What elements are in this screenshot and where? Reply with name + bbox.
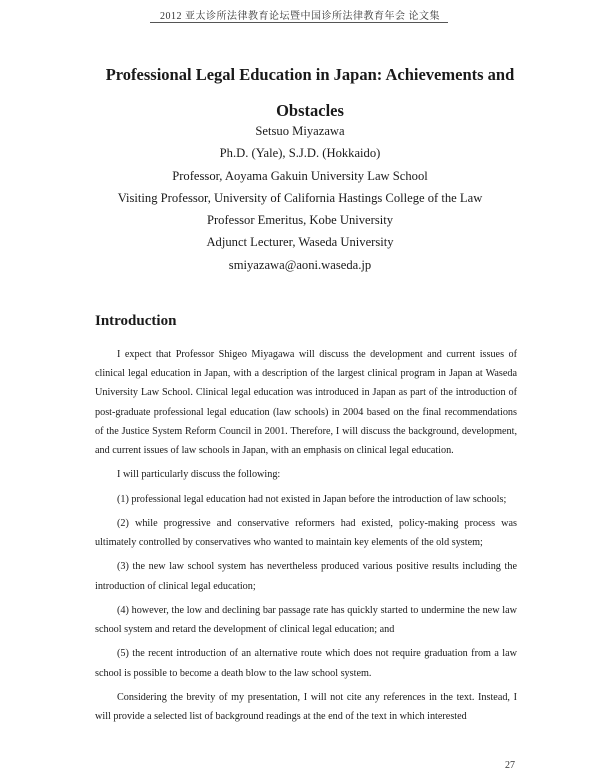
list-item: (2) while progressive and conservative reformers had existed, policy-making process was ultimately controlled by conservatives who wanted to maintain key elements of the old system; xyxy=(95,517,517,549)
list-item: (1) professional legal education had not existed in Japan before the introduction of law schools; xyxy=(117,493,507,505)
author-affiliation: Adjunct Lecturer, Waseda University xyxy=(206,235,394,250)
author-degrees: Ph.D. (Yale), S.J.D. (Hokkaido) xyxy=(219,146,381,161)
body-paragraph: Considering the brevity of my presentation, I will not cite any references in the text. Instead, I will provide a selected list of background readings at the end of the text in which interested xyxy=(95,691,517,723)
body-paragraph: I will particularly discuss the following: xyxy=(117,469,281,481)
paper-title-line-2: Obstacles xyxy=(276,101,344,120)
author-name: Setsuo Miyazawa xyxy=(255,124,345,138)
list-item: (4) however, the low and declining bar passage rate has quickly started to undermine the new law school system and retard the development of clinical legal education; and xyxy=(95,604,517,636)
section-heading-introduction: Introduction xyxy=(95,313,177,329)
paper-title-line-1: Professional Legal Education in Japan: Achievements and xyxy=(105,65,515,84)
paper-title xyxy=(60,57,560,129)
body-paragraph: I expect that Professor Shigeo Miyagawa will discuss the development and current issues of clinical legal education in Japan, with a description of the largest clinical program in Japan at Waseda University Law School. Clinical legal education was introduced in Japan as part of the introduction of post-graduate professional legal education (law schools) in 2004 based on the final recommendations of the Justice System Reform Council in 2001. Therefore, I will discuss the background, development, and current issues of law schools in Japan, with an emphasis on clinical legal education. xyxy=(95,349,517,457)
author-block xyxy=(40,120,560,276)
author-email: smiyazawa@aoni.waseda.jp xyxy=(228,257,372,272)
introduction-body xyxy=(95,345,517,731)
list-item: (3) the new law school system has nevertheless produced various positive results including the introduction of clinical legal education; xyxy=(95,561,517,592)
author-affiliation: Professor, Aoyama Gakuin University Law School xyxy=(172,168,428,183)
author-affiliation: Visiting Professor, University of California Hastings College of the Law xyxy=(117,190,483,205)
running-header: 2012 亚太诊所法律教育论坛暨中国诊所法律教育年会 论文集 xyxy=(160,11,440,22)
author-affiliation: Professor Emeritus, Kobe University xyxy=(206,213,394,228)
header-rule xyxy=(150,22,448,23)
list-item: (5) the recent introduction of an alternative route which does not require graduation from a law school is possible to become a death blow to the law school system. xyxy=(95,648,517,679)
page-number: 27 xyxy=(505,760,515,771)
